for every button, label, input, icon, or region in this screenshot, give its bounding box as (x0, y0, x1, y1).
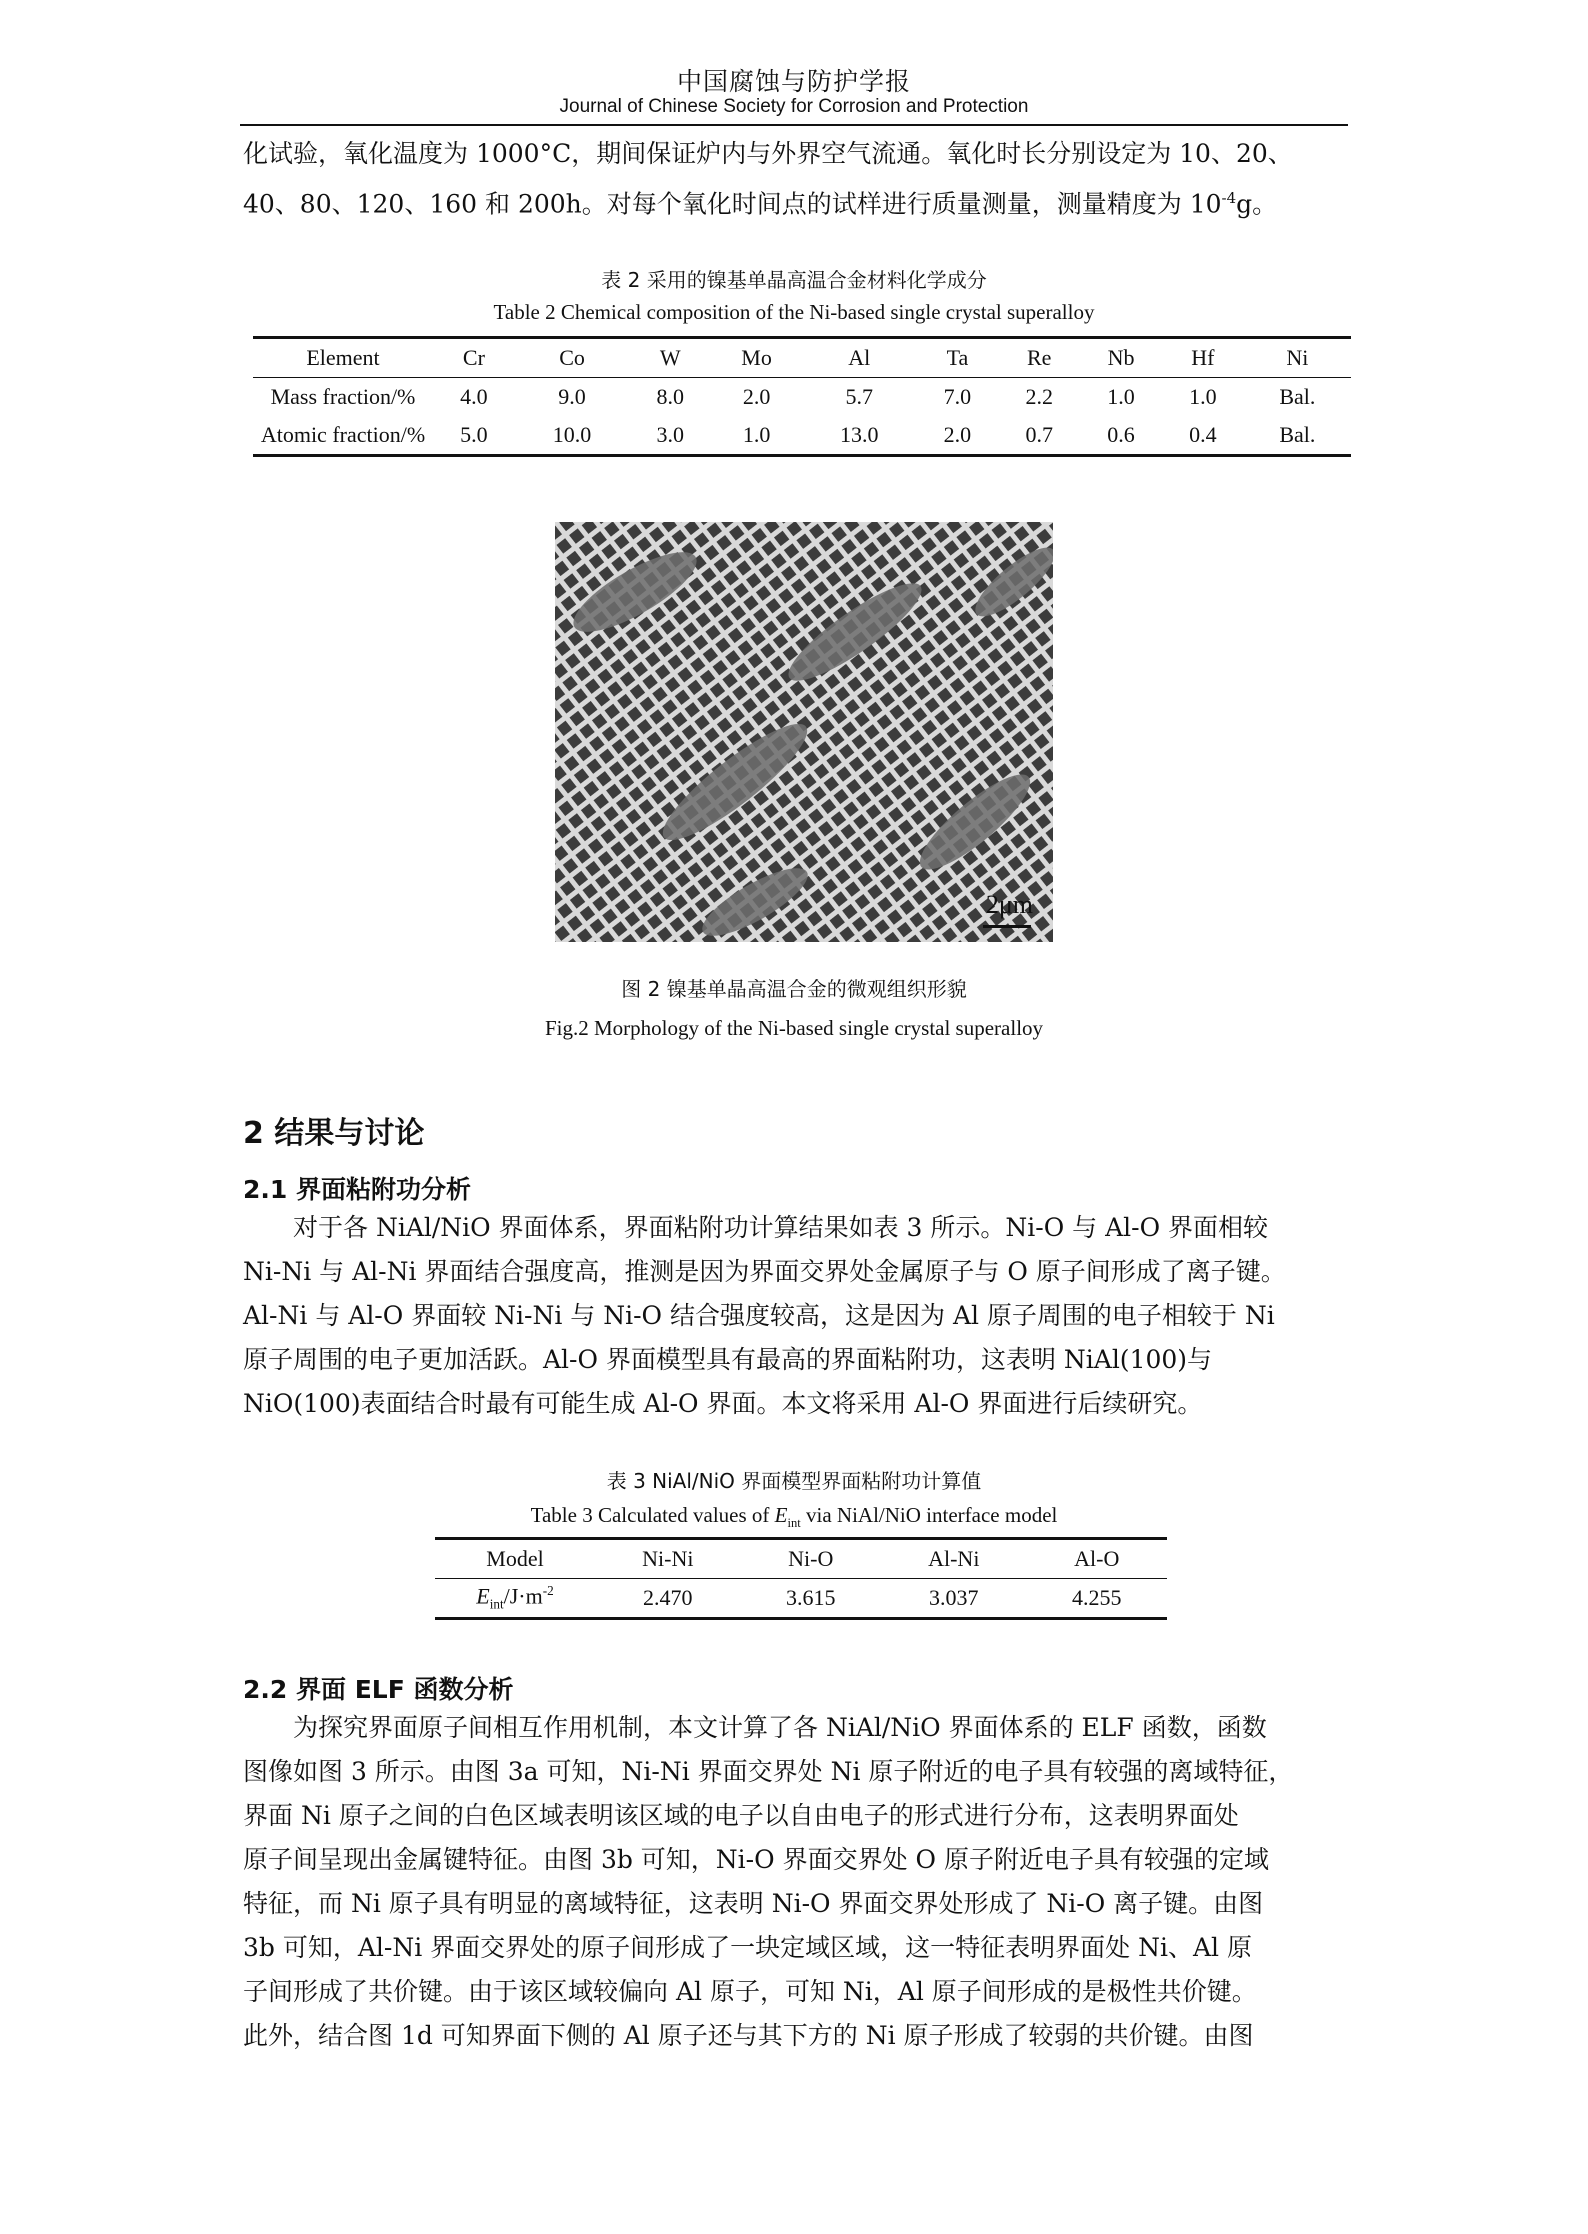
section-2-heading: 2 结果与讨论 (243, 1116, 425, 1151)
paragraph-line: 原子周围的电子更加活跃。Al-O 界面模型具有最高的界面粘附功，这表明 NiAl(100)与 (243, 1345, 1213, 1374)
table3-cell: 4.255 (1072, 1585, 1122, 1610)
table2-cell: Atomic fraction/% (260, 422, 426, 447)
table2-cell: Mass fraction/% (270, 384, 416, 409)
intro-line-2: 40、80、120、160 和 200h。对每个氧化时间点的试样进行质量测量，测量精度为 $10^{-4}g$。 (243, 189, 1278, 219)
paragraph-line: 对于各 NiAl/NiO 界面体系，界面粘附功计算结果如表 3 所示。Ni-O 与 Al-O 界面相较 (293, 1213, 1269, 1242)
table2-header-cell: W (629, 338, 711, 378)
section-2-1-paragraph (243, 1206, 1348, 1426)
paragraph-line: 3b 可知，Al-Ni 界面交界处的原子间形成了一块定域区域，这一特征表明界面处 Ni、Al 原 (243, 1933, 1252, 1962)
table3-header-cell: Ni-Ni (595, 1539, 741, 1579)
table2-cell: 0.7 (1025, 422, 1053, 447)
scale-bar-label: 2μm (985, 890, 1033, 919)
table2-row-mass (253, 378, 1351, 417)
table2-header-cell: Co (515, 338, 630, 378)
table2-header-cell: Element (253, 338, 433, 378)
paragraph-line: 为探究界面原子间相互作用机制，本文计算了各 NiAl/NiO 界面体系的 ELF 函数，函数 (293, 1713, 1267, 1742)
table2-cell: Bal. (1279, 384, 1316, 409)
paragraph-line: 图像如图 3 所示。由图 3a 可知，Ni-Ni 界面交界处 Ni 原子附近的电子具有较强的离域特征， (243, 1757, 1294, 1786)
paragraph-line: 界面 Ni 原子之间的白色区域表明该区域的电子以自由电子的形式进行分布，这表明界面处 (243, 1801, 1239, 1830)
paragraph-line: 此外，结合图 1d 可知界面下侧的 Al 原子还与其下方的 Ni 原子形成了较弱的共价键。由图 (243, 2021, 1254, 2050)
paragraph-line: 原子间呈现出金属键特征。由图 3b 可知，Ni-O 界面交界处 O 原子附近电子具有较强的定域 (243, 1845, 1269, 1874)
table2-cell: 4.0 (460, 384, 488, 409)
sem-micrograph (555, 522, 1053, 942)
intro-paragraph (243, 132, 1348, 226)
table3-caption-en: Table 3 Calculated values of $E_{int}$ via NiAl/NiO interface model (530, 1503, 1058, 1531)
table2-cell: Bal. (1279, 422, 1316, 447)
table3-header-cell: Model (435, 1539, 595, 1579)
intro-line-1: 化试验，氧化温度为 1000°C，期间保证炉内与外界空气流通。氧化时长分别设定为 10、20、 (243, 139, 1293, 168)
table2-header-cell: Al (802, 338, 917, 378)
table2-header-row (253, 338, 1351, 378)
table3-header-cell: Ni-O (741, 1539, 881, 1579)
figure2-caption-cn: 图 2 镍基单晶高温合金的微观组织形貌 (621, 977, 967, 1001)
table2-cell: 5.0 (460, 422, 488, 447)
table3-header-row (435, 1539, 1167, 1579)
section-2-1-heading: 2.1 界面粘附功分析 (243, 1175, 471, 1204)
table2-header-cell: Cr (433, 338, 515, 378)
table2-header-cell: Ni (1244, 338, 1351, 378)
table3-cell: 2.470 (643, 1585, 693, 1610)
section-2-2-heading: 2.2 界面 ELF 函数分析 (243, 1675, 514, 1704)
table2-header-cell: Re (998, 338, 1080, 378)
table3-header-cell: Al-Ni (881, 1539, 1027, 1579)
table2-cell: 1.0 (1107, 384, 1135, 409)
paragraph-line: Ni-Ni 与 Al-Ni 界面结合强度高，推测是因为界面交界处金属原子与 O 原子间形成了离子键。 (243, 1257, 1286, 1286)
table2-caption-cn: 表 2 采用的镍基单晶高温合金材料化学成分 (601, 268, 987, 292)
table2-header-cell: Nb (1080, 338, 1162, 378)
scale-bar (983, 925, 1031, 928)
table2-cell: 10.0 (552, 422, 592, 447)
table2-cell: 3.0 (656, 422, 684, 447)
figure2-caption-en: Fig.2 Morphology of the Ni-based single crystal superalloy (544, 1016, 1044, 1040)
table3-header-cell: Al-O (1027, 1539, 1167, 1579)
table3-row-eint (435, 1579, 1167, 1619)
paragraph-line: Al-Ni 与 Al-O 界面较 Ni-Ni 与 Ni-O 结合强度较高，这是因为 Al 原子周围的电子相较于 Ni (243, 1301, 1275, 1330)
table2-cell: 0.4 (1189, 422, 1217, 447)
table3-cell: 3.037 (929, 1585, 979, 1610)
paragraph-line: 子间形成了共价键。由于该区域较偏向 Al 原子，可知 Ni，Al 原子间形成的是极性共价键。 (243, 1977, 1257, 2006)
table2-cell: 1.0 (1189, 384, 1217, 409)
paragraph-line: 特征，而 Ni 原子具有明显的离域特征，这表明 Ni-O 界面交界处形成了 Ni-O 离子键。由图 (243, 1889, 1264, 1918)
micrograph-texture (555, 522, 1053, 942)
table2-cell: 2.2 (1025, 384, 1053, 409)
table3-caption-cn: 表 3 NiAl/NiO 界面模型界面粘附功计算值 (606, 1469, 982, 1493)
table3-row-label: $E_{int}/J\cdot m^{-2}$ (476, 1583, 554, 1612)
table2-cell: 13.0 (840, 422, 879, 447)
table3 (435, 1537, 1167, 1620)
table2-header-cell: Ta (917, 338, 999, 378)
table2-cell: 9.0 (558, 384, 586, 409)
header-divider (240, 124, 1348, 126)
journal-title-en: Journal of Chinese Society for Corrosion and Protection (559, 96, 1029, 117)
table2-header-cell: Hf (1162, 338, 1244, 378)
journal-title-cn: 中国腐蚀与防护学报 (676, 67, 911, 96)
table2 (253, 336, 1351, 457)
table2-cell: 0.6 (1107, 422, 1135, 447)
table2-cell: 5.7 (845, 384, 874, 409)
table3-cell: 3.615 (786, 1585, 836, 1610)
table2-cell: 2.0 (943, 422, 972, 447)
table2-header-cell: Mo (711, 338, 802, 378)
section-2-2-paragraph (243, 1706, 1348, 2058)
table2-row-atomic (253, 416, 1351, 456)
table2-cell: 7.0 (943, 384, 972, 409)
table2-cell: 1.0 (742, 422, 771, 447)
table2-cell: 8.0 (656, 384, 684, 409)
paragraph-line: NiO(100)表面结合时最有可能生成 Al-O 界面。本文将采用 Al-O 界面进行后续研究。 (243, 1389, 1203, 1418)
table2-cell: 2.0 (742, 384, 771, 409)
table2-caption-en: Table 2 Chemical composition of the Ni-based single crystal superalloy (493, 300, 1095, 324)
